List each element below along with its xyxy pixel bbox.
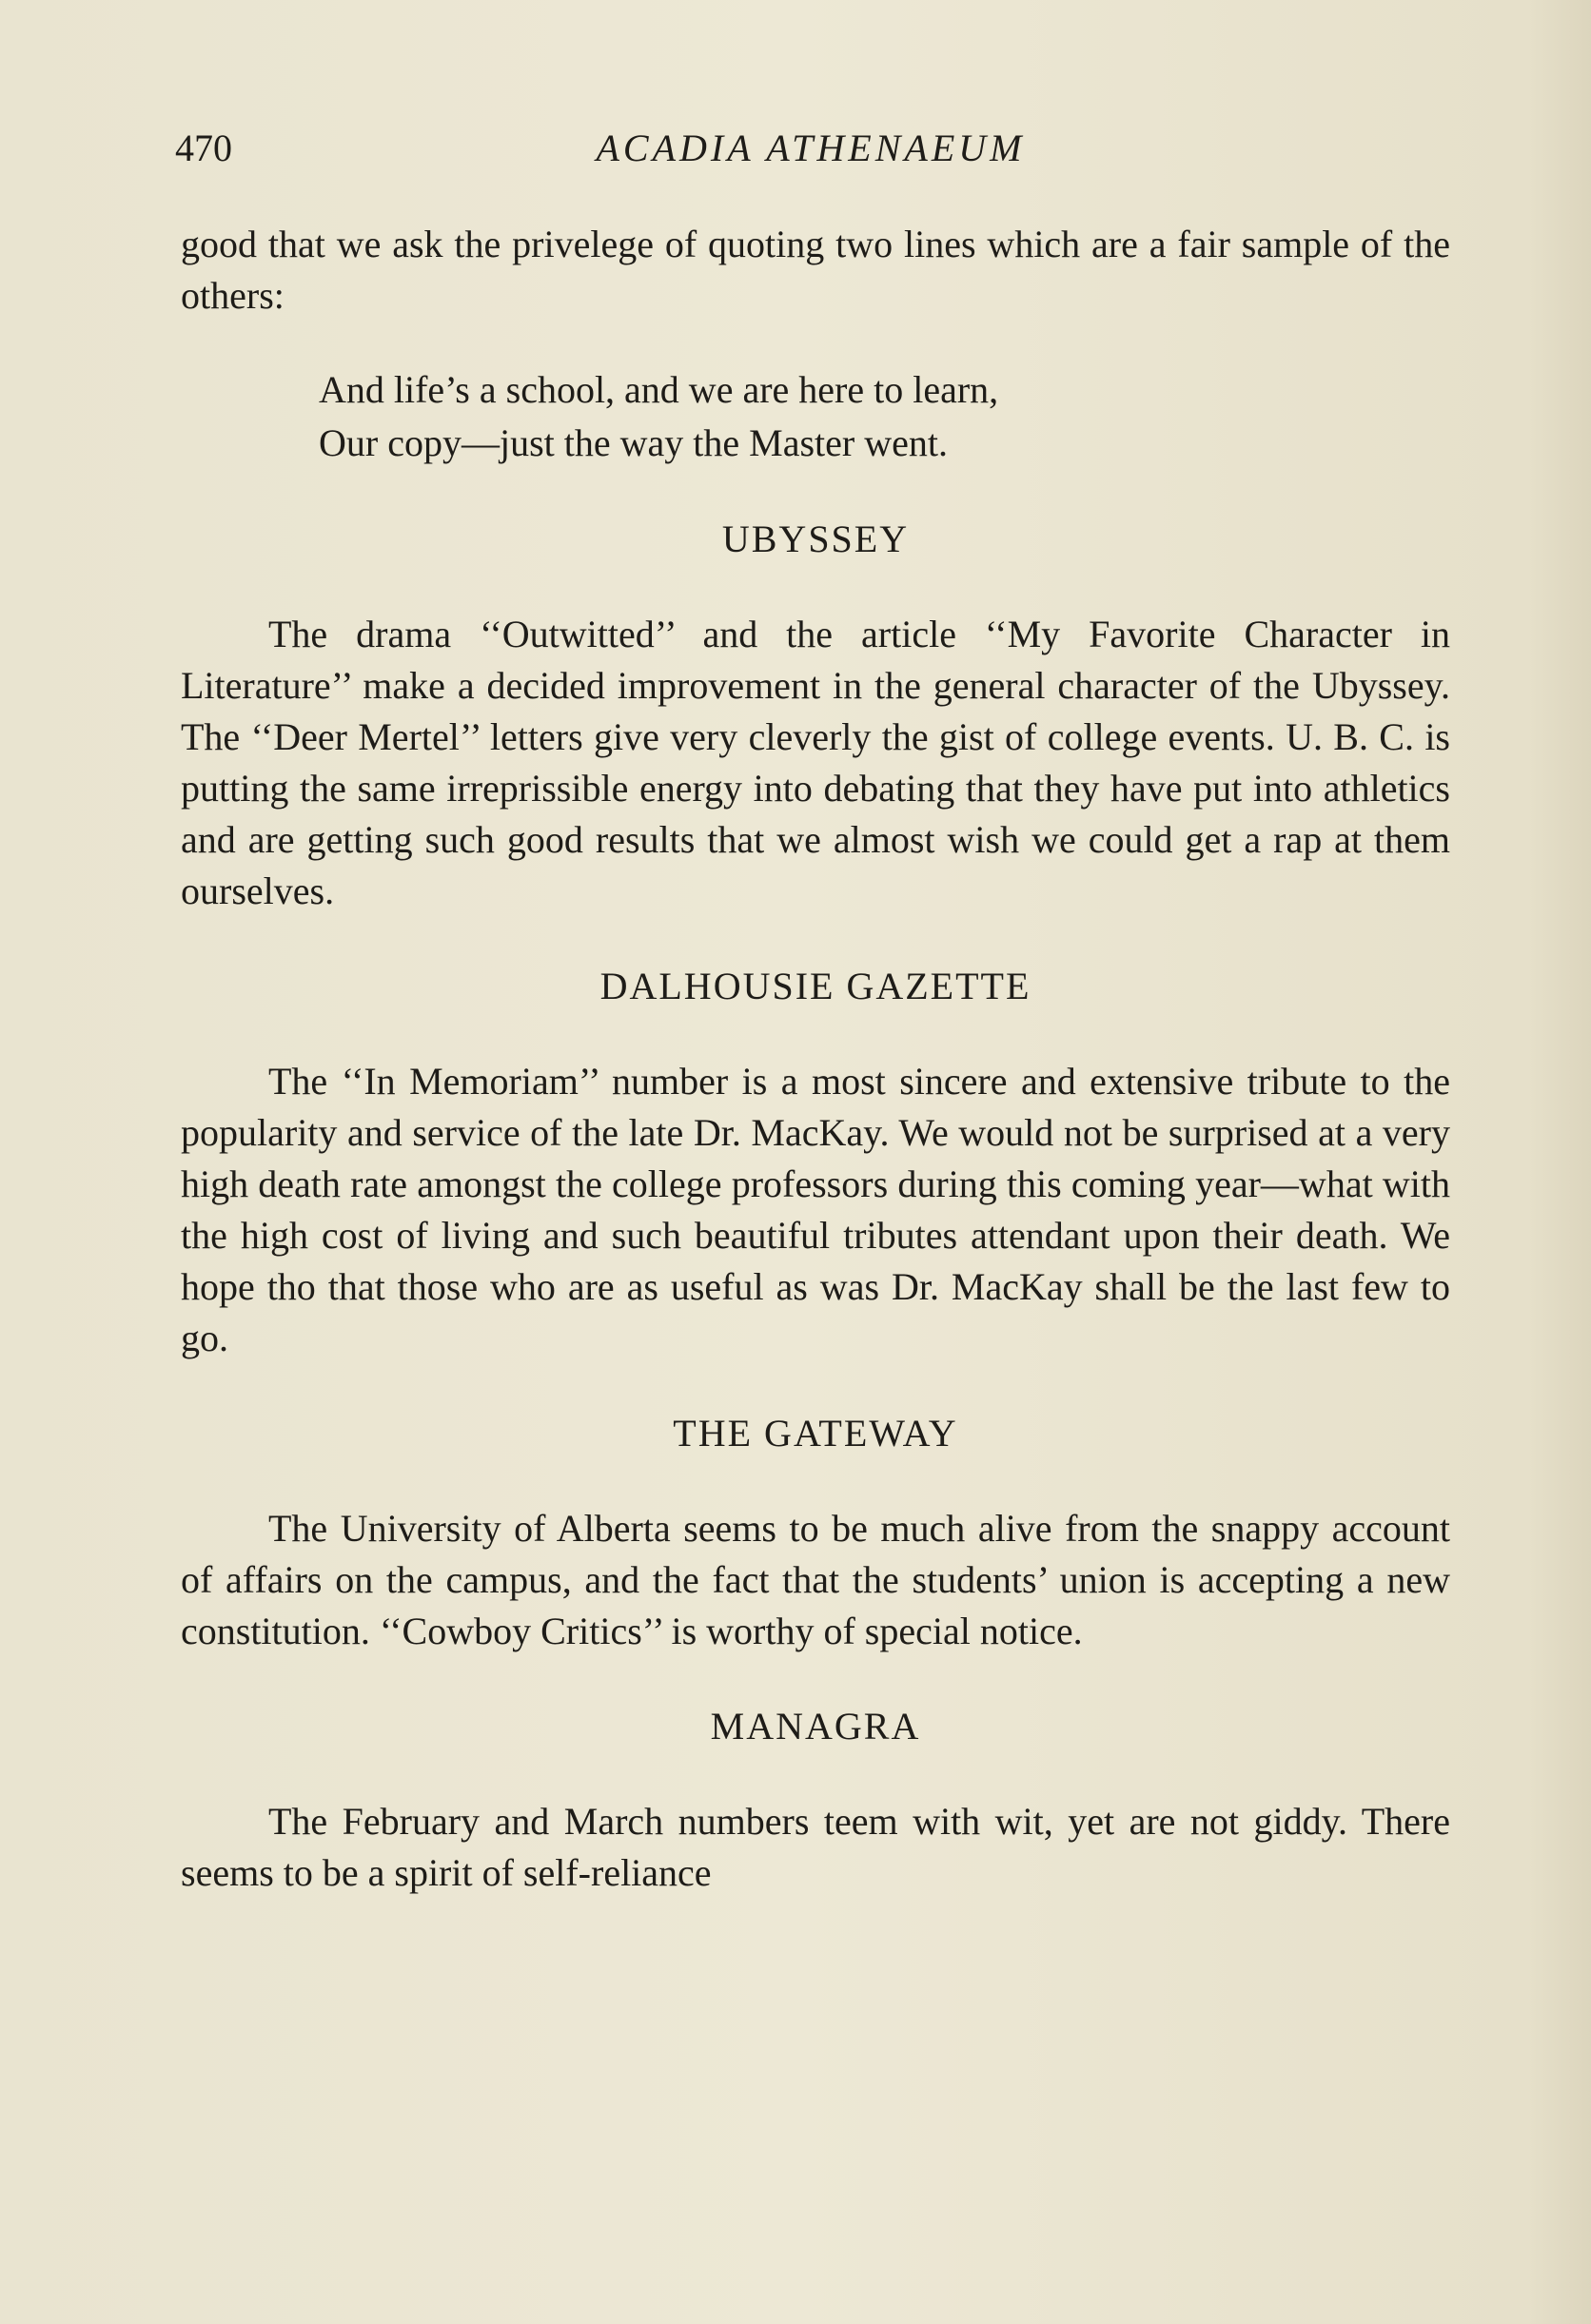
section-paragraph: The February and March numbers teem with wit, yet are not giddy. There seems to be a spirit of self-reliance bbox=[181, 1800, 1450, 1894]
section-heading: DALHOUSIE GAZETTE bbox=[599, 965, 1031, 1007]
section-heading: THE GATEWAY bbox=[673, 1412, 958, 1455]
section-paragraph: The ‘‘In Memoriam’’ number is a most sincere and extensive tribute to the popularity and service of the late Dr. MacKay. We would not be surprised at a very high death rate amongst the college professors during this coming year—what with the high cost of living and such beautiful tributes attendant upon their death. We hope tho that those who are as useful as was Dr. MacKay shall be the last few to go. bbox=[181, 1060, 1450, 1359]
section-paragraph: The University of Alberta seems to be much alive from the snappy account of affairs on the campus, and the fact that the students’ union is accepting a new constitution. ‘‘Cowboy Critics’’ is worthy of special notice. bbox=[181, 1507, 1450, 1652]
section-heading: MANAGRA bbox=[710, 1705, 921, 1748]
review-section-the-gateway bbox=[181, 1408, 1450, 1657]
review-section-ubyssey bbox=[181, 514, 1450, 917]
review-section-dalhousie-gazette bbox=[181, 961, 1450, 1364]
verse-quote bbox=[181, 363, 1450, 470]
verse-line: Our copy—just the way the Master went. bbox=[319, 421, 948, 464]
verse-line: And life’s a school, and we are here to learn, bbox=[319, 368, 999, 411]
intro-paragraph: good that we ask the privelege of quoting two lines which are a fair sample of the others: bbox=[181, 223, 1450, 317]
running-title: ACADIA ATHENAEUM bbox=[596, 127, 1026, 169]
section-paragraph: The drama ‘‘Outwitted’’ and the article ‘‘My Favorite Character in Literature’’ make a decided improvement in the general character of the Ubyssey. The ‘‘Deer Mertel’’ letters give very cleverly the gist of college events. U. B. C. is putting the same irreprissible energy into debating that they have put into athletics and are getting such good results that we almost wish we could get a rap at them ourselves. bbox=[181, 613, 1450, 912]
section-heading: UBYSSEY bbox=[721, 518, 910, 560]
page-header bbox=[175, 126, 1446, 183]
page-number: 470 bbox=[175, 127, 232, 169]
article-body bbox=[181, 219, 1450, 1899]
review-section-managra bbox=[181, 1701, 1450, 1899]
